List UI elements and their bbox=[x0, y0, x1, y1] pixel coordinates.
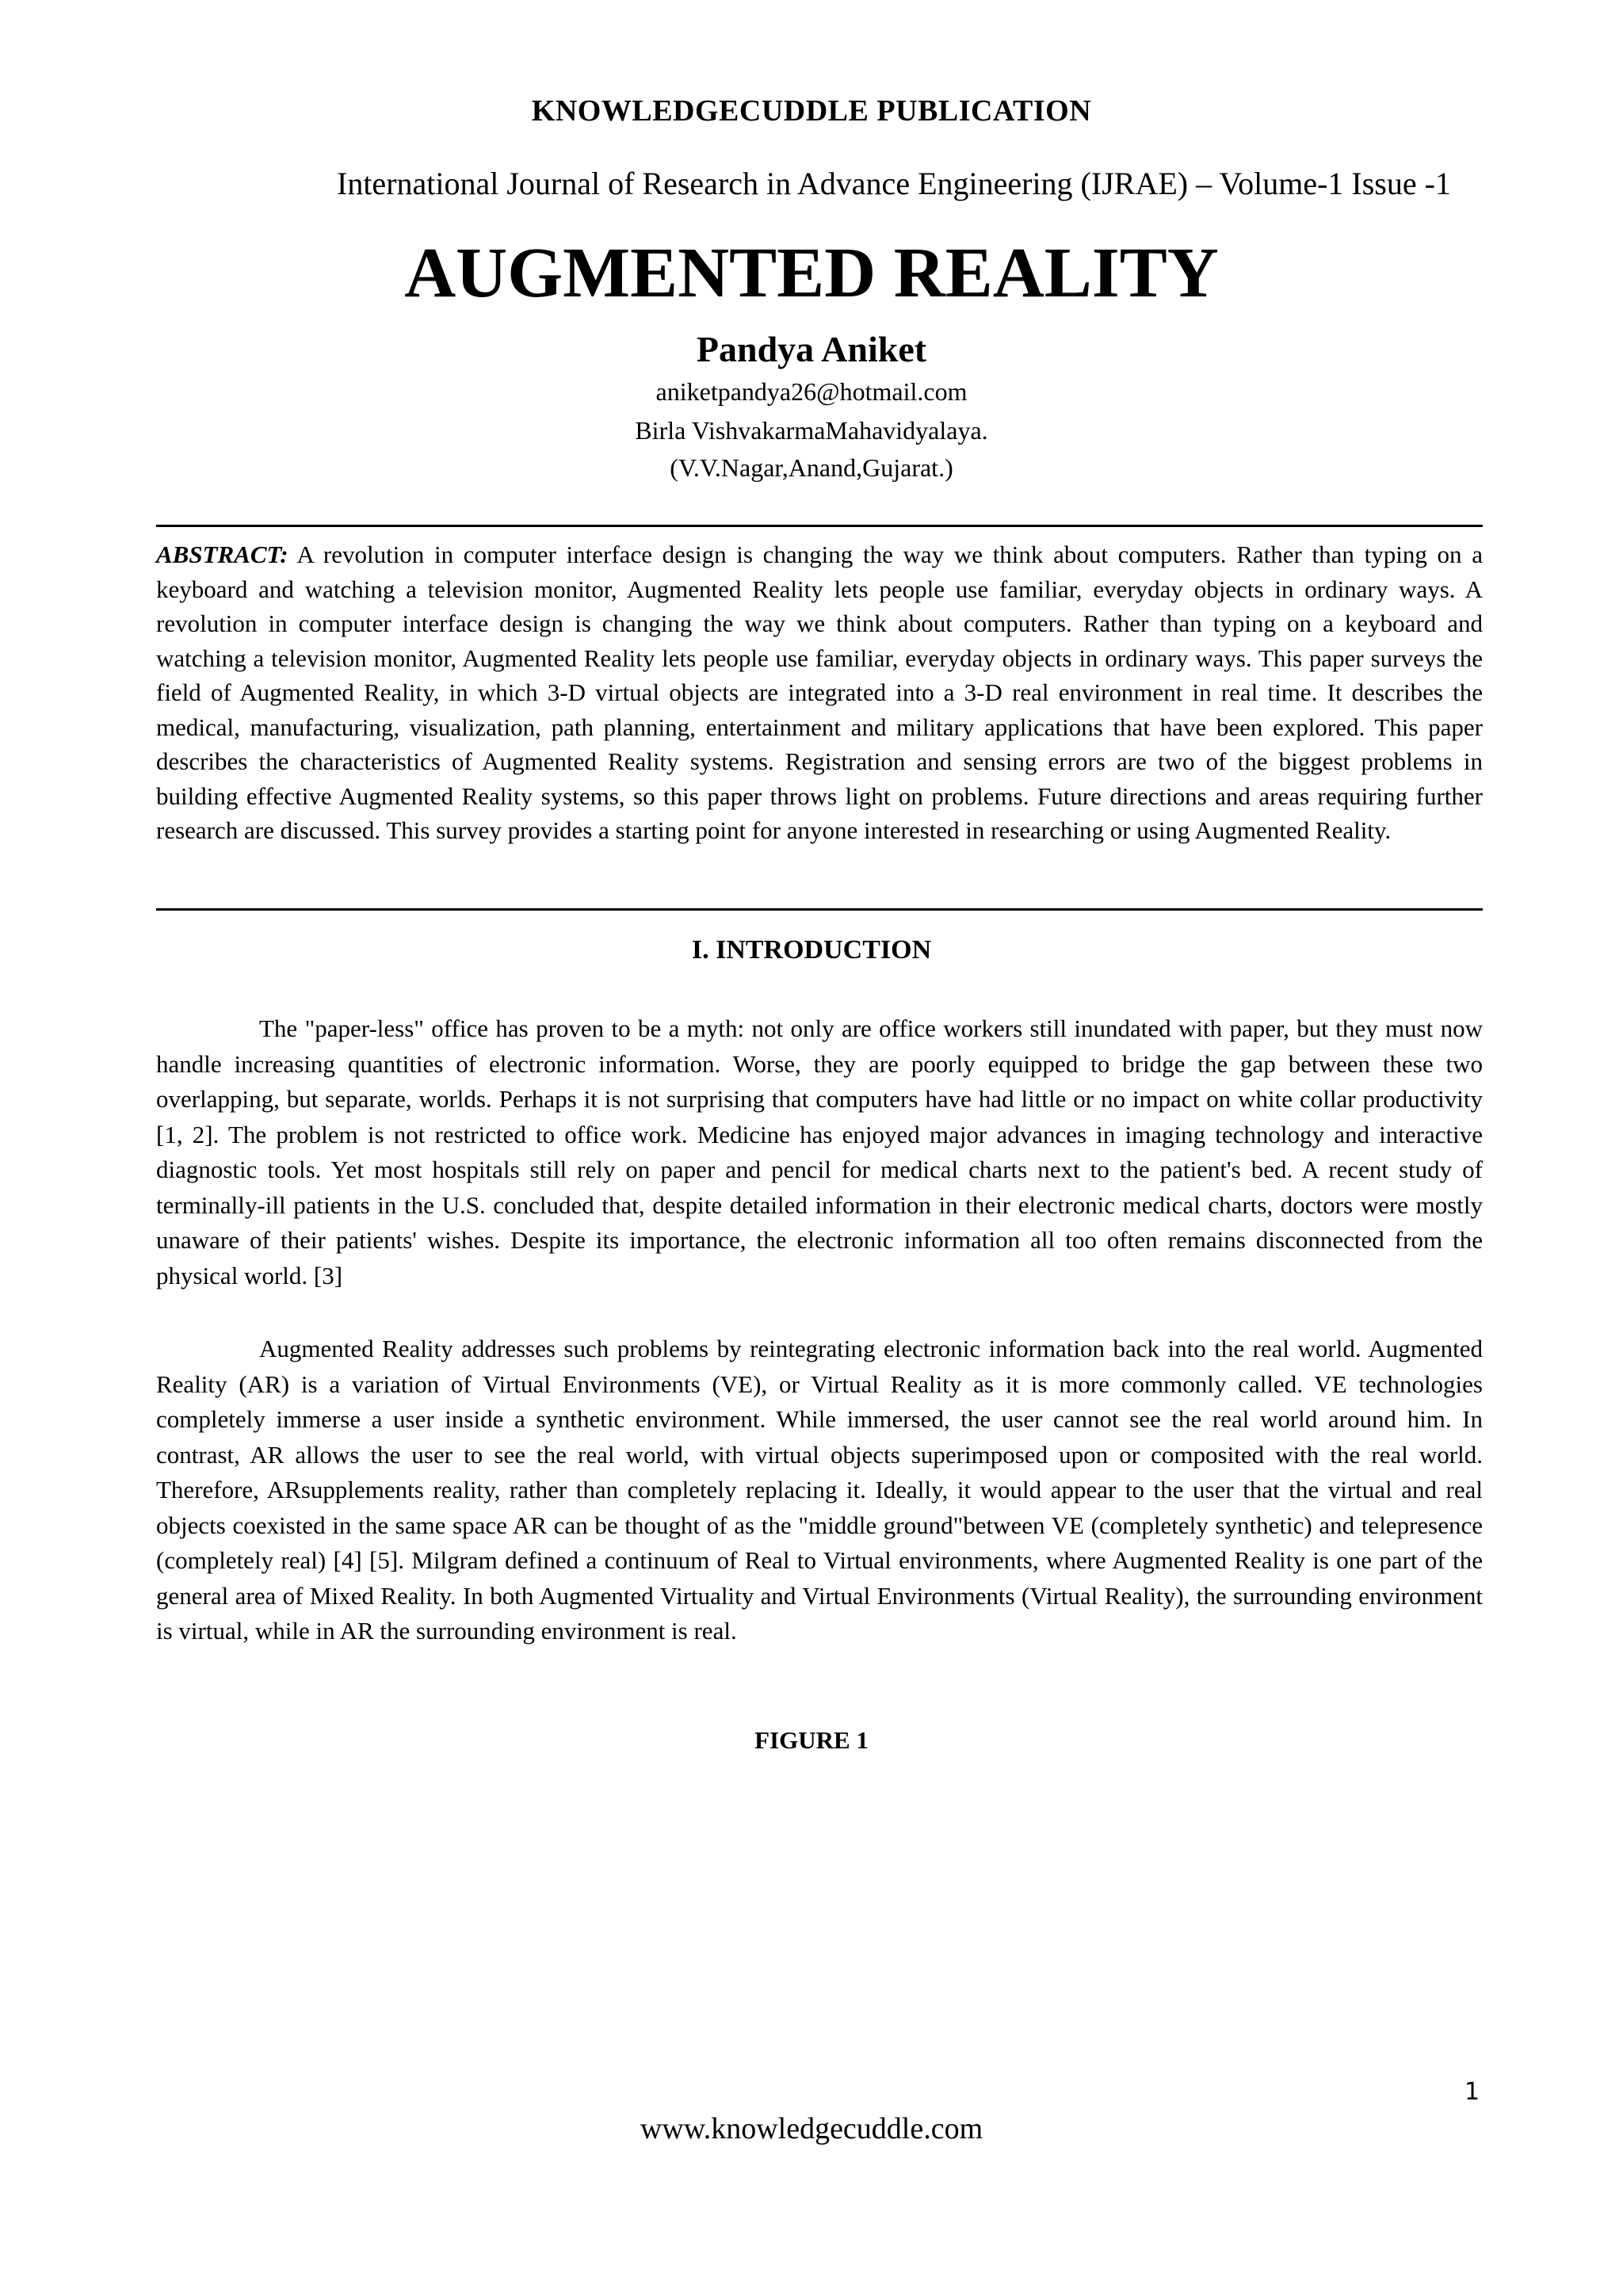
page-number: 1 bbox=[1465, 2078, 1480, 2106]
section-heading-introduction: I. INTRODUCTION bbox=[691, 935, 932, 965]
author-name: Pandya Aniket bbox=[696, 329, 927, 369]
abstract-top-rule bbox=[156, 525, 1483, 527]
author-location: (V.V.Nagar,Anand,Gujarat.) bbox=[670, 453, 953, 482]
author-institution: Birla VishvakarmaMahavidyalaya. bbox=[635, 416, 988, 445]
abstract-bottom-rule bbox=[156, 908, 1483, 911]
author-email: aniketpandya26@hotmail.com bbox=[655, 377, 968, 406]
introduction-paragraph-1: The "paper-less" office has proven to be a myth: not only are office workers still inundated with paper, but they must now handle increasing quantities of electronic information. Worse, they are poorly equipped to bridge the gap between these two overlapping, but separate, worlds. Perhaps it is not surprising that computers have had little or no impact on white collar productivity [1, 2]. The problem is not restricted to office work. Medicine has enjoyed major advances in imaging technology and interactive diagnostic tools. Yet most hospitals still rely on paper and pencil for medical charts next to the patient's bed. A recent study of terminally-ill patients in the U.S. concluded that, despite detailed information in their electronic medical charts, doctors were mostly unaware of their patients' wishes. Despite its importance, the electronic information all too often remains disconnected from the physical world. [3] bbox=[156, 1014, 1483, 1289]
abstract-block bbox=[156, 537, 1483, 848]
abstract-text: A revolution in computer interface design is changing the way we think about computers. Rather than typing on a keyboard and watching a television monitor, Augmented Reality lets people use familiar, everyday objects in ordinary ways. A revolution in computer interface design is changing the way we think about computers. Rather than typing on a keyboard and watching a television monitor, Augmented Reality lets people use familiar, everyday objects in ordinary ways. This paper surveys the field of Augmented Reality, in which 3-D virtual objects are integrated into a 3-D real environment in real time. It describes the medical, manufacturing, visualization, path planning, entertainment and military applications that have been explored. This paper describes the characteristics of Augmented Reality systems. Registration and sensing errors are two of the biggest problems in building effective Augmented Reality systems, so this paper throws light on problems. Future directions and areas requiring further research are discussed. This survey provides a starting point for anyone interested in researching or using Augmented Reality. bbox=[156, 541, 1483, 844]
footer-url: www.knowledgecuddle.com bbox=[640, 2112, 983, 2145]
abstract-label: ABSTRACT: bbox=[156, 541, 288, 568]
paper-title: AUGMENTED REALITY bbox=[404, 234, 1219, 312]
introduction-paragraph-2: Augmented Reality addresses such problems by reintegrating electronic information back into the real world. Augmented Reality (AR) is a variation of Virtual Environments (VE), or Virtual Reality as it is more commonly called. VE technologies completely immerse a user inside a synthetic environment. While immersed, the user cannot see the real world around him. In contrast, AR allows the user to see the real world, with virtual objects superimposed upon or composited with the real world. Therefore, ARsupplements reality, rather than completely replacing it. Ideally, it would appear to the user that the virtual and real objects coexisted in the same space AR can be thought of as the "middle ground"between VE (completely synthetic) and telepresence (completely real) [4] [5]. Milgram defined a continuum of Real to Virtual environments, where Augmented Reality is one part of the general area of Mixed Reality. In both Augmented Virtuality and Virtual Environments (Virtual Reality), the surrounding environment is virtual, while in AR the surrounding environment is real. bbox=[156, 1335, 1483, 1645]
figure-label: FIGURE 1 bbox=[754, 1726, 869, 1754]
publisher-name: KNOWLEDGECUDDLE PUBLICATION bbox=[531, 94, 1092, 128]
journal-title: International Journal of Research in Advance Engineering (IJRAE) – Volume-1 Issue -1 bbox=[337, 166, 1451, 201]
